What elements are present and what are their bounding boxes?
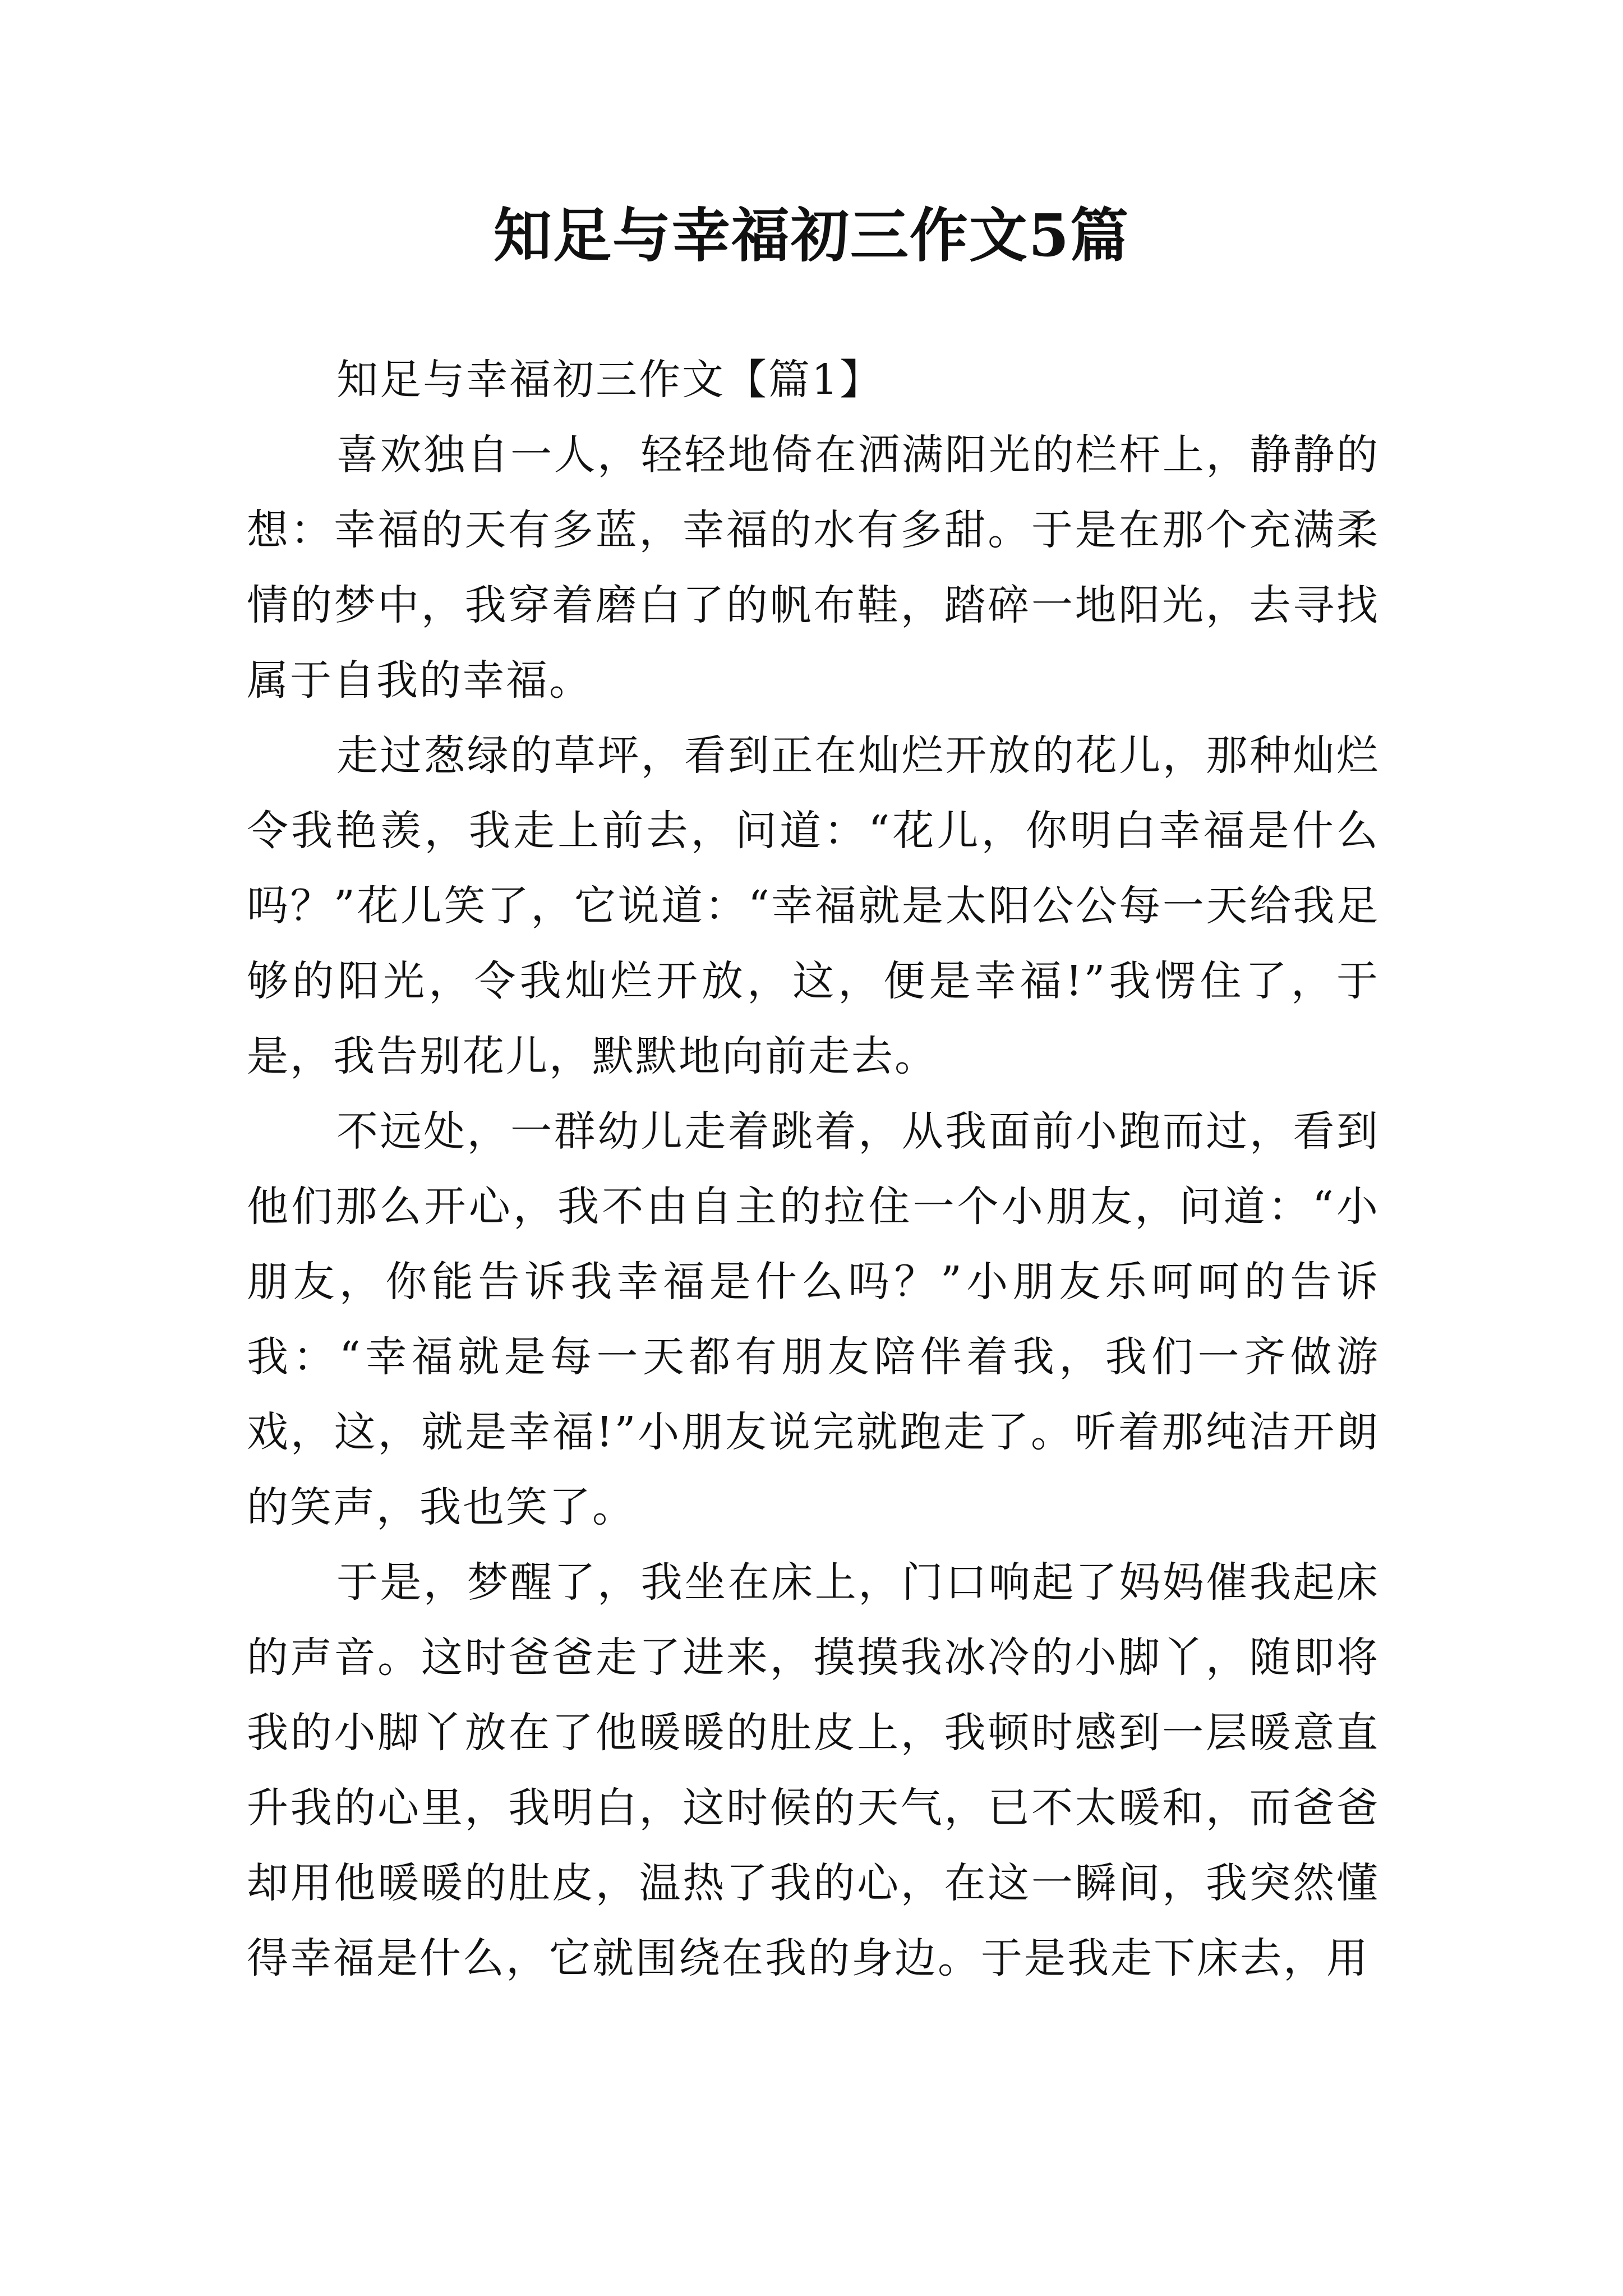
paragraph: 走过葱绿的草坪，看到正在灿烂开放的花儿，那种灿烂令我艳羡，我走上前去，问道：“花儿，你明白幸福是什么吗？”花儿笑了，它说道：“幸福就是太阳公公每一天给我足够的阳光，令我灿烂开放，这，便是幸福!”我愣住了，于是，我告别花儿，默默地向前走去。	[247, 731, 1380, 1080]
paragraph: 不远处，一群幼儿走着跳着，从我面前小跑而过，看到他们那么开心，我不由自主的拉住一个小朋友，问道：“小朋友，你能告诉我幸福是什么吗？”小朋友乐呵呵的告诉我：“幸福就是每一天都有朋友陪伴着我，我们一齐做游戏，这，就是幸福!”小朋友说完就跑走了。听着那纯洁开朗的笑声，我也笑了。	[247, 1107, 1380, 1531]
document-title: 知足与幸福初三作文5篇	[493, 201, 1130, 270]
section-heading: 知足与幸福初三作文【篇1】	[336, 356, 883, 404]
paragraph: 喜欢独自一人，轻轻地倚在洒满阳光的栏杆上，静静的想：幸福的天有多蓝，幸福的水有多甜。于是在那个充满柔情的梦中，我穿着磨白了的帆布鞋，踏碎一地阳光，去寻找属于自我的幸福。	[247, 431, 1380, 705]
paragraph: 于是，梦醒了，我坐在床上，门口响起了妈妈催我起床的声音。这时爸爸走了进来，摸摸我冰冷的小脚丫，随即将我的小脚丫放在了他暖暖的肚皮上，我顿时感到一层暖意直升我的心里，我明白，这时候的天气，已不太暖和，而爸爸却用他暖暖的肚皮，温热了我的心，在这一瞬间，我突然懂得幸福是什么，它就围绕在我的身边。于是我走下床去，用	[247, 1558, 1380, 1982]
document-body	[247, 342, 1380, 1996]
